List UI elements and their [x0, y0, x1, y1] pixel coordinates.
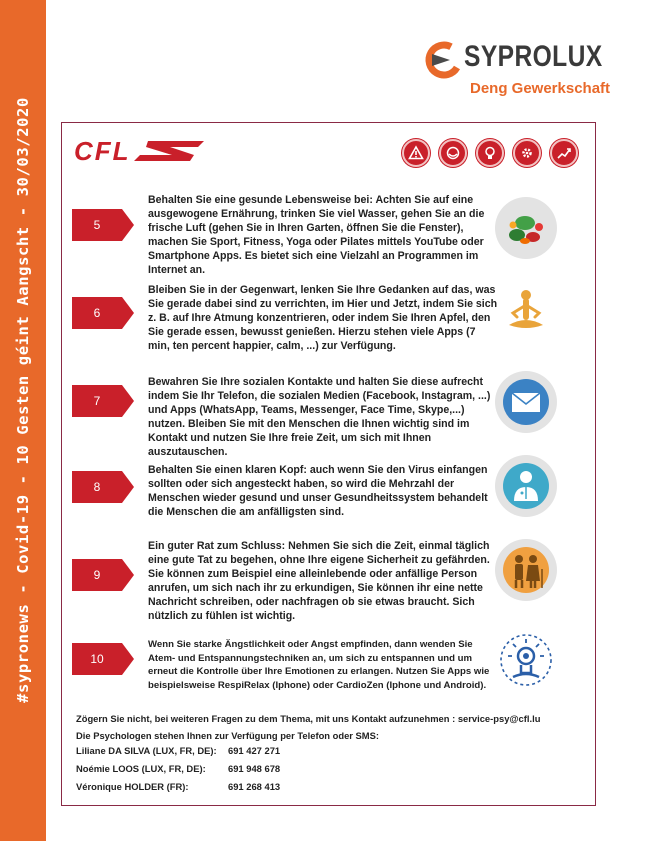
lightbulb-icon [476, 139, 504, 167]
side-banner-text: #sypronews - Covid-19 - 10 Gesten géint Aangscht - 30/03/2020 [14, 97, 32, 703]
doctor-icon [495, 455, 557, 517]
advice-text: Ein guter Rat zum Schluss: Nehmen Sie sich die Zeit, einmal täglich eine gute Tat zu begehen, ohne Ihre eigene Sicherheit zu gefährden. Sie können zum Beispiel eine alleinlebende oder anfällige Person anrufen, um sich nach ihr zu erkundigen, Sie können ihr eine nette Nachricht schreiben, oder nachfragen ob sie etwas braucht. Sich nützlich zu fühlen ist wichtig. [148, 540, 490, 623]
header-icons [402, 139, 582, 169]
contact-name: Liliane DA SILVA (LUX, FR, DE): [76, 745, 217, 756]
contact-list [76, 745, 376, 799]
number-tag: 6 [72, 297, 134, 329]
brand-name: SYPROLUX [464, 40, 603, 73]
side-banner [0, 0, 46, 841]
psychologists-intro: Die Psychologen stehen Ihnen zur Verfügung per Telefon oder SMS: [76, 730, 379, 741]
contact-phone: 691 427 271 [228, 745, 281, 756]
warning-icon [402, 139, 430, 167]
contact-name: Véronique HOLDER (FR): [76, 781, 189, 792]
number-tag: 9 [72, 559, 134, 591]
advice-text: Wenn Sie starke Ängstlichkeit oder Angst empfinden, dann wenden Sie Atem- und Entspannungstechniken an, um sich zu entspannen und um erneut die Kontrolle über Ihre Emotionen zu erlangen. Nutzen Sie Apps wie beispielsweise RespiRelax (Iphone) oder CardioZen (Iphone und Android). [148, 639, 490, 691]
meditation-icon [495, 281, 557, 343]
elderly-couple-icon [495, 539, 557, 601]
contact-row [76, 745, 376, 763]
contact-name: Noémie LOOS (LUX, FR, DE): [76, 763, 206, 774]
contact-intro: Zögern Sie nicht, bei weiteren Fragen zu dem Thema, mit uns Kontakt aufzunehmen : service-psy@cfl.lu [76, 713, 541, 724]
syprolux-brand [424, 36, 624, 96]
cfl-logo [72, 137, 207, 165]
contact-phone: 691 268 413 [228, 781, 281, 792]
vegetables-icon [495, 197, 557, 259]
chart-icon [550, 139, 578, 167]
brand-subtitle: Deng Gewerkschaft [470, 80, 611, 97]
contact-row [76, 781, 376, 799]
number-tag: 5 [72, 209, 134, 241]
syprolux-logo-icon [424, 40, 464, 80]
contact-info [76, 713, 586, 747]
number-tag: 10 [72, 643, 134, 675]
number-tag: 8 [72, 471, 134, 503]
advice-text: Behalten Sie einen klaren Kopf: auch wenn Sie den Virus einfangen sollten oder sich angesteckt haben, so wird die Mehrzahl der Menschen wieder gesund und unser Gesundheitssystem behandelt die Menschen die am anfälligsten sind. [148, 464, 488, 519]
advice-text: Bleiben Sie in der Gegenwart, lenken Sie Ihre Gedanken auf das, was Sie gerade dabei sind zu verrichten, im Hier und Jetzt, indem Sie sich z. B. auf Ihre Atmung konzentrieren, oder indem Sie Ihren Apfel, den Sie gerade essen, bewusst genießen. Hierzu stehen viele Apps (7 min, ten percent happier, calm, ...) zur Verfügung. [148, 284, 498, 353]
contact-phone: 691 948 678 [228, 763, 281, 774]
advice-text: Bewahren Sie Ihre sozialen Kontakte und halten Sie diese aufrecht indem Sie Ihr Telefon, die sozialen Medien (Facebook, Instagram, ...) und Apps (WhatsApp, Teams, Messenger, Face Time, Skype,...) nutzen. Bleiben Sie mit den Menschen die Ihnen wichtig sind im Kontakt und nutzen Sie Ihre freie Zeit, um sich mit Ihnen auszutauschen. [148, 376, 491, 459]
number-tag: 7 [72, 385, 134, 417]
gears-icon [513, 139, 541, 167]
hands-icon [439, 139, 467, 167]
content-card [61, 122, 596, 806]
contact-row [76, 763, 376, 781]
cfl-logo-text: CFL [74, 137, 131, 165]
envelope-icon [495, 371, 557, 433]
mindfulness-icon [495, 629, 557, 691]
advice-text: Behalten Sie eine gesunde Lebensweise bei: Achten Sie auf eine ausgewogene Ernährung, trinken Sie viel Wasser, gehen Sie an die frische Luft (gehen Sie in Ihren Garten, öffnen Sie die Fenster), machen Sie Sport, Fitness, Yoga oder Pilates mittels YouTube oder Smartphone Apps. Es bietet sich eine Vielzahl an Programmen im Internet an. [148, 194, 485, 277]
